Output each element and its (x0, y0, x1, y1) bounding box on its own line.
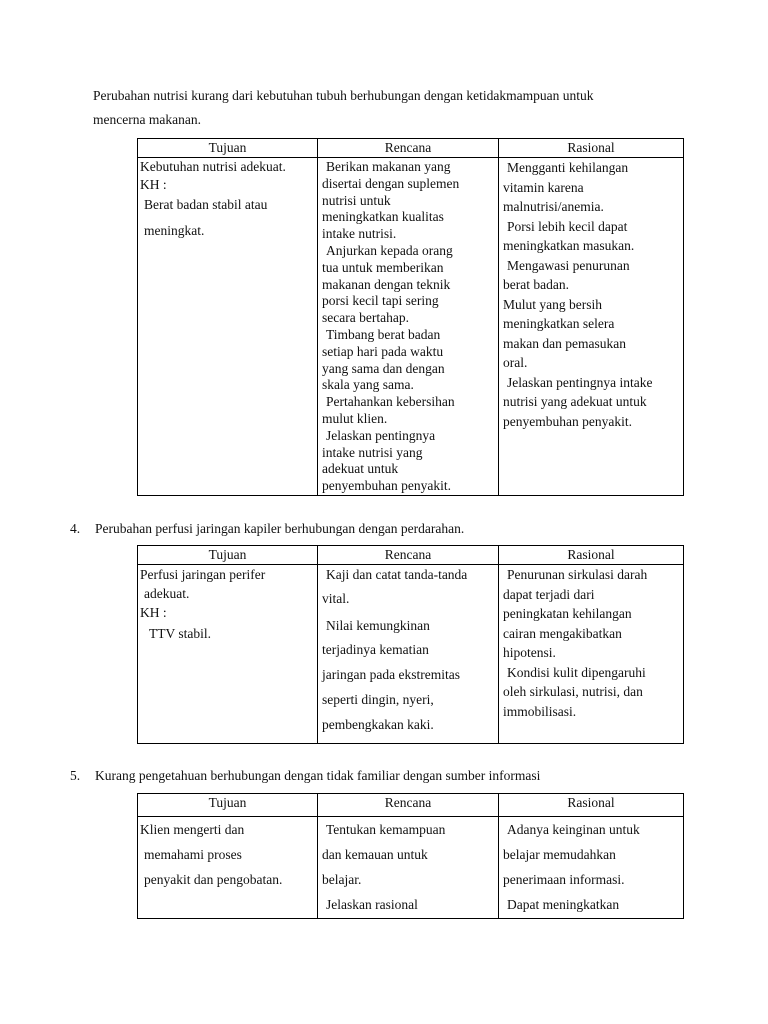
text-line: Anjurkan kepada orang (326, 242, 453, 258)
text-line: Nilai kemungkinan (326, 618, 430, 633)
column-header-rasional: Rasional (499, 139, 684, 158)
section-number: 5. (70, 768, 81, 783)
text-line: makanan dengan teknik (322, 276, 451, 292)
column-header-tujuan: Tujuan (138, 139, 318, 158)
text-line: memahami proses (144, 847, 242, 862)
text-line: oleh sirkulasi, nutrisi, dan (503, 684, 643, 699)
text-line: Penurunan sirkulasi darah (507, 567, 648, 582)
text-line: nutrisi yang adekuat untuk (503, 394, 647, 409)
text-line: nutrisi untuk (322, 192, 391, 208)
text-line: adekuat. (144, 586, 190, 601)
text-line: terjadinya kematian (322, 642, 429, 657)
text-line: dan kemauan untuk (322, 847, 428, 862)
table-row (138, 158, 684, 496)
section-title: Perubahan perfusi jaringan kapiler berhubungan dengan perdarahan. (95, 521, 465, 536)
rasional-cell (499, 817, 684, 919)
section-5-heading (70, 764, 710, 788)
text-line: belajar memudahkan (503, 847, 616, 862)
text-line: penerimaan informasi. (503, 872, 625, 887)
text-line: pembengkakan kaki. (322, 717, 434, 732)
text-line: Dapat meningkatkan (507, 897, 620, 912)
text-line: Timbang berat badan (326, 326, 441, 342)
text-line: TTV stabil. (149, 626, 211, 641)
text-line: Klien mengerti dan (140, 822, 245, 837)
text-line: Mengganti kehilangan (507, 160, 629, 175)
text-line: Kondisi kulit dipengaruhi (507, 664, 646, 680)
text-line: meningkatkan selera (503, 316, 615, 331)
table-header-row (138, 546, 684, 565)
text-line: seperti dingin, nyeri, (322, 692, 434, 707)
tujuan-cell (138, 565, 318, 744)
section-4-heading (70, 517, 710, 541)
perfusion-care-plan-table (137, 545, 684, 744)
column-header-rencana: Rencana (318, 139, 499, 158)
intro-line-2: mencerna makanan. (93, 112, 201, 127)
rencana-cell (318, 565, 499, 744)
text-line: Jelaskan pentingnya (326, 427, 436, 443)
column-header-rencana: Rencana (318, 546, 499, 565)
text-line: secara bertahap. (322, 310, 409, 326)
text-line: peningkatan kehilangan (503, 606, 632, 621)
text-line: hipotensi. (503, 645, 556, 660)
text-line: immobilisasi. (503, 703, 577, 719)
text-line: dapat terjadi dari (503, 586, 595, 602)
text-line: intake nutrisi. (322, 226, 397, 242)
text-line: meningkatkan kualitas (322, 209, 444, 225)
text-line: makan dan pemasukan (503, 335, 626, 351)
text-line: tua untuk memberikan (322, 259, 444, 275)
column-header-tujuan: Tujuan (138, 794, 318, 817)
column-header-rasional: Rasional (499, 546, 684, 565)
section-number: 4. (70, 521, 81, 536)
text-line: skala yang sama. (322, 377, 414, 393)
rencana-cell (318, 158, 499, 496)
text-line: penyembuhan penyakit. (503, 413, 632, 429)
column-header-rencana: Rencana (318, 794, 499, 817)
text-line: Pertahankan kebersihan (326, 394, 455, 410)
text-line: porsi kecil tapi sering (322, 293, 439, 309)
text-line: Kebutuhan nutrisi adekuat. (140, 159, 286, 174)
column-header-rasional: Rasional (499, 794, 684, 817)
text-line: Adanya keinginan untuk (507, 822, 640, 837)
text-line: Berat badan stabil atau (144, 197, 268, 212)
text-line: cairan mengakibatkan (503, 625, 622, 641)
table-header-row (138, 794, 684, 817)
intro-heading (93, 84, 693, 132)
text-line: meningkatkan masukan. (503, 238, 635, 253)
table-row (138, 817, 684, 919)
text-line: belajar. (322, 872, 362, 887)
text-line: Perfusi jaringan perifer (140, 567, 266, 582)
text-line: malnutrisi/anemia. (503, 199, 604, 214)
knowledge-care-plan-table (137, 793, 684, 919)
intro-line-1: Perubahan nutrisi kurang dari kebutuhan tubuh berhubungan dengan ketidakmampuan untuk (93, 88, 594, 103)
text-line: yang sama dan dengan (322, 360, 445, 376)
text-line: Mulut yang bersih (503, 296, 602, 312)
rasional-cell (499, 565, 684, 744)
text-line: intake nutrisi yang (322, 444, 423, 460)
text-line: meningkat. (144, 223, 205, 238)
text-line: disertai dengan suplemen (322, 175, 460, 191)
text-line: KH : (140, 605, 167, 620)
column-header-tujuan: Tujuan (138, 546, 318, 565)
text-line: Jelaskan rasional (326, 897, 418, 912)
text-line: vitamin karena (503, 179, 584, 195)
text-line: adekuat untuk (322, 461, 399, 477)
text-line: Berikan makanan yang (326, 159, 451, 174)
section-title: Kurang pengetahuan berhubungan dengan tidak familiar dengan sumber informasi (95, 768, 541, 783)
table-row (138, 565, 684, 744)
rasional-cell (499, 158, 684, 496)
text-line: KH : (140, 177, 167, 192)
text-line: jaringan pada ekstremitas (322, 667, 460, 682)
nutrition-care-plan-table (137, 138, 684, 496)
text-line: Jelaskan pentingnya intake (507, 374, 653, 390)
tujuan-cell (138, 817, 318, 919)
table-header-row (138, 139, 684, 158)
text-line: penyembuhan penyakit. (322, 478, 451, 494)
text-line: setiap hari pada waktu (322, 343, 444, 359)
tujuan-cell (138, 158, 318, 496)
text-line: penyakit dan pengobatan. (144, 872, 283, 887)
text-line: mulut klien. (322, 410, 388, 426)
text-line: Kaji dan catat tanda-tanda (326, 567, 468, 582)
text-line: Mengawasi penurunan (507, 257, 630, 273)
text-line: Tentukan kemampuan (326, 822, 446, 837)
text-line: Porsi lebih kecil dapat (507, 218, 628, 234)
text-line: vital. (322, 591, 350, 606)
text-line: berat badan. (503, 277, 569, 292)
text-line: oral. (503, 355, 528, 370)
rencana-cell (318, 817, 499, 919)
